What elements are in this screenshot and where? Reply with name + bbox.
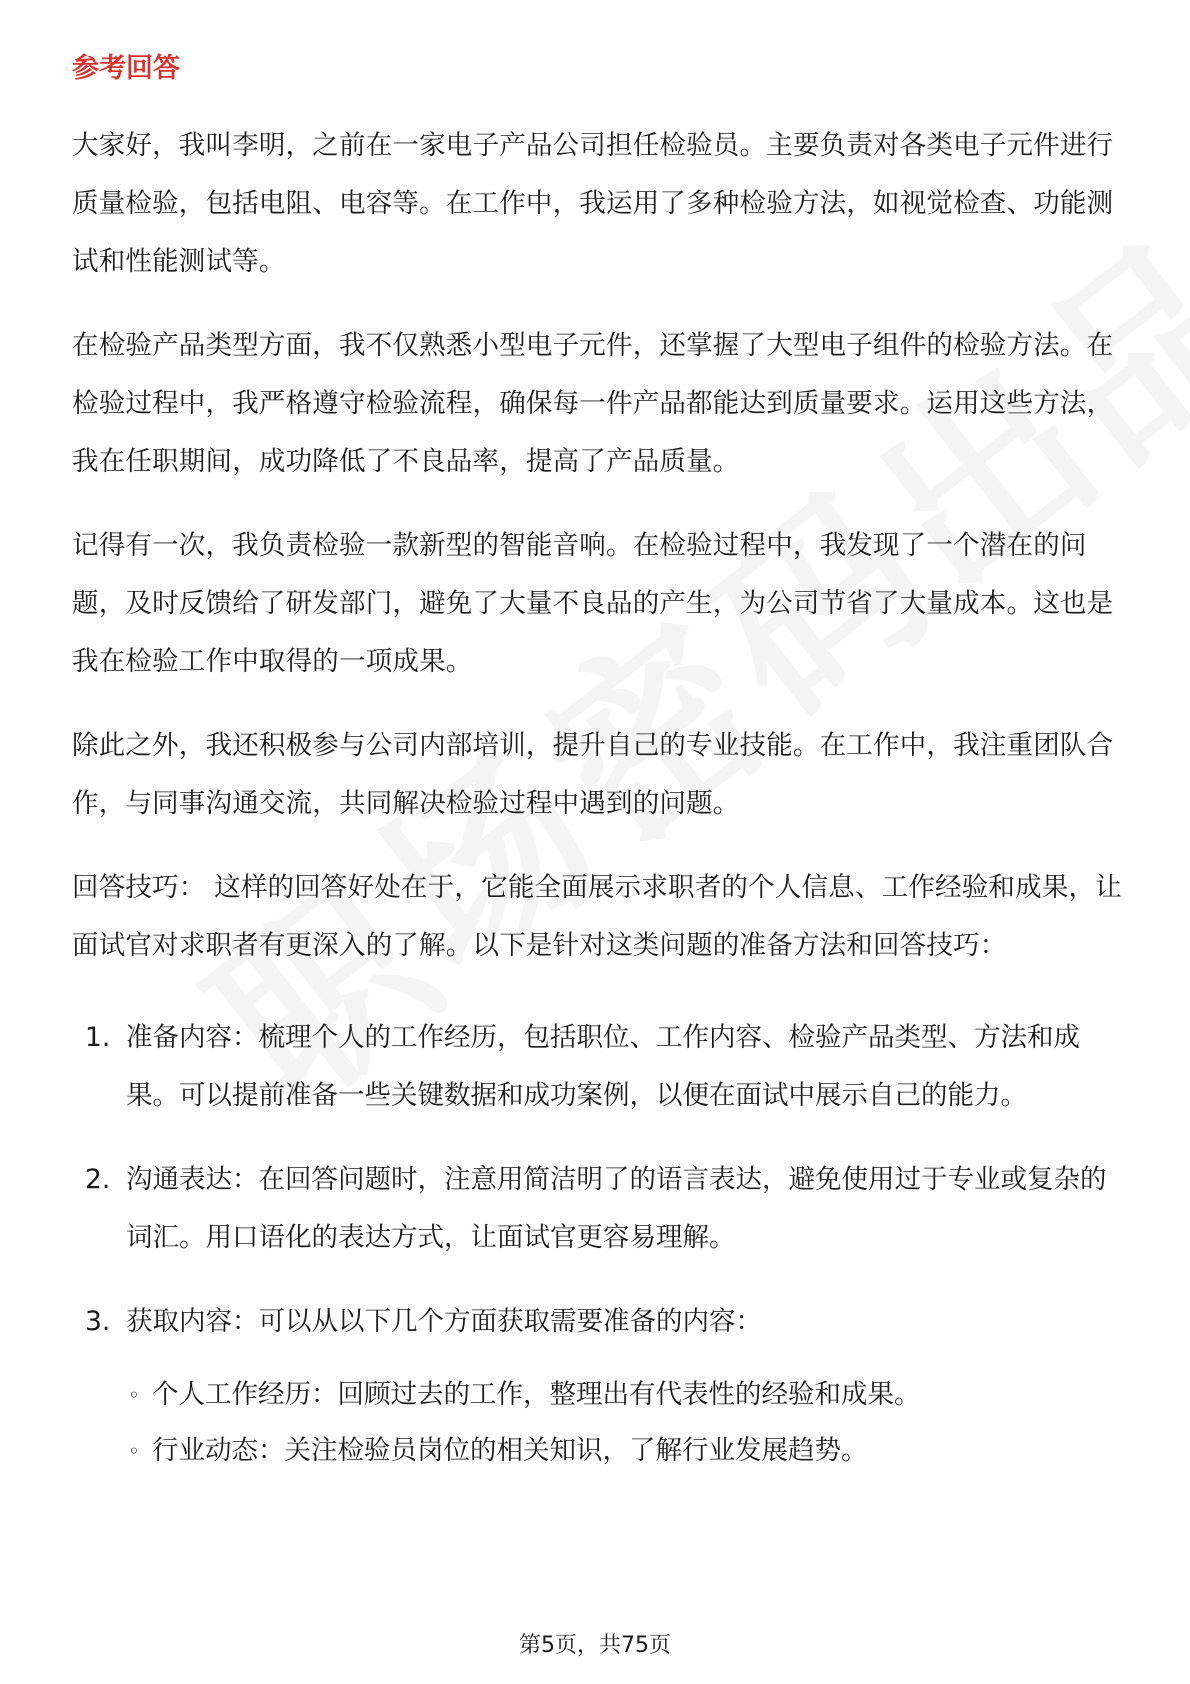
section-heading: 参考回答	[72, 53, 180, 84]
document-page	[72, 48, 1122, 1505]
tips-list	[72, 1009, 1122, 1479]
sub-list	[126, 1367, 1122, 1479]
sub-list-item-text: 个人工作经历：回顾过去的工作，整理出有代表性的经验和成果。	[152, 1379, 921, 1410]
list-item	[72, 1009, 1122, 1125]
page-number: 第5页，共75页	[519, 1633, 671, 1658]
bullet-icon: ◦	[128, 1383, 140, 1407]
list-item-number: 1.	[85, 1022, 111, 1053]
sub-list-item-text: 行业动态：关注检验员岗位的相关知识，了解行业发展趋势。	[152, 1435, 868, 1466]
list-item	[72, 1151, 1122, 1267]
paragraph: 记得有一次，我负责检验一款新型的智能音响。在检验过程中，我发现了一个潜在的问题，及时反馈给了研发部门，避免了大量不良品的产生，为公司节省了大量成本。这也是我在检验工作中取得的一项成果。	[72, 530, 1114, 677]
sub-list-item	[126, 1367, 1122, 1423]
paragraph: 除此之外，我还积极参与公司内部培训，提升自己的专业技能。在工作中，我注重团队合作，与同事沟通交流，共同解决检验过程中遇到的问题。	[72, 730, 1114, 819]
bullet-icon: ◦	[128, 1439, 140, 1463]
list-item-number: 2.	[85, 1164, 111, 1195]
paragraph: 在检验产品类型方面，我不仅熟悉小型电子元件，还掌握了大型电子组件的检验方法。在检验过程中，我严格遵守检验流程，确保每一件产品都能达到质量要求。运用这些方法，我在任职期间，成功降低了不良品率，提高了产品质量。	[72, 330, 1114, 477]
list-item-text: 获取内容：可以从以下几个方面获取需要准备的内容：	[126, 1306, 762, 1337]
paragraph: 大家好，我叫李明，之前在一家电子产品公司担任检验员。主要负责对各类电子元件进行质量检验，包括电阻、电容等。在工作中，我运用了多种检验方法，如视觉检查、功能测试和性能测试等。	[72, 130, 1114, 277]
paragraph: 回答技巧： 这样的回答好处在于，它能全面展示求职者的个人信息、工作经验和成果，让面试官对求职者有更深入的了解。以下是针对这类问题的准备方法和回答技巧：	[72, 872, 1122, 961]
list-item-text: 准备内容：梳理个人的工作经历，包括职位、工作内容、检验产品类型、方法和成果。可以提前准备一些关键数据和成功案例，以便在面试中展示自己的能力。	[126, 1022, 1080, 1111]
list-item-text: 沟通表达：在回答问题时，注意用简洁明了的语言表达，避免使用过于专业或复杂的词汇。用口语化的表达方式，让面试官更容易理解。	[126, 1164, 1107, 1253]
list-item	[72, 1293, 1122, 1479]
list-item-number: 3.	[85, 1306, 111, 1337]
sub-list-item	[126, 1423, 1122, 1479]
